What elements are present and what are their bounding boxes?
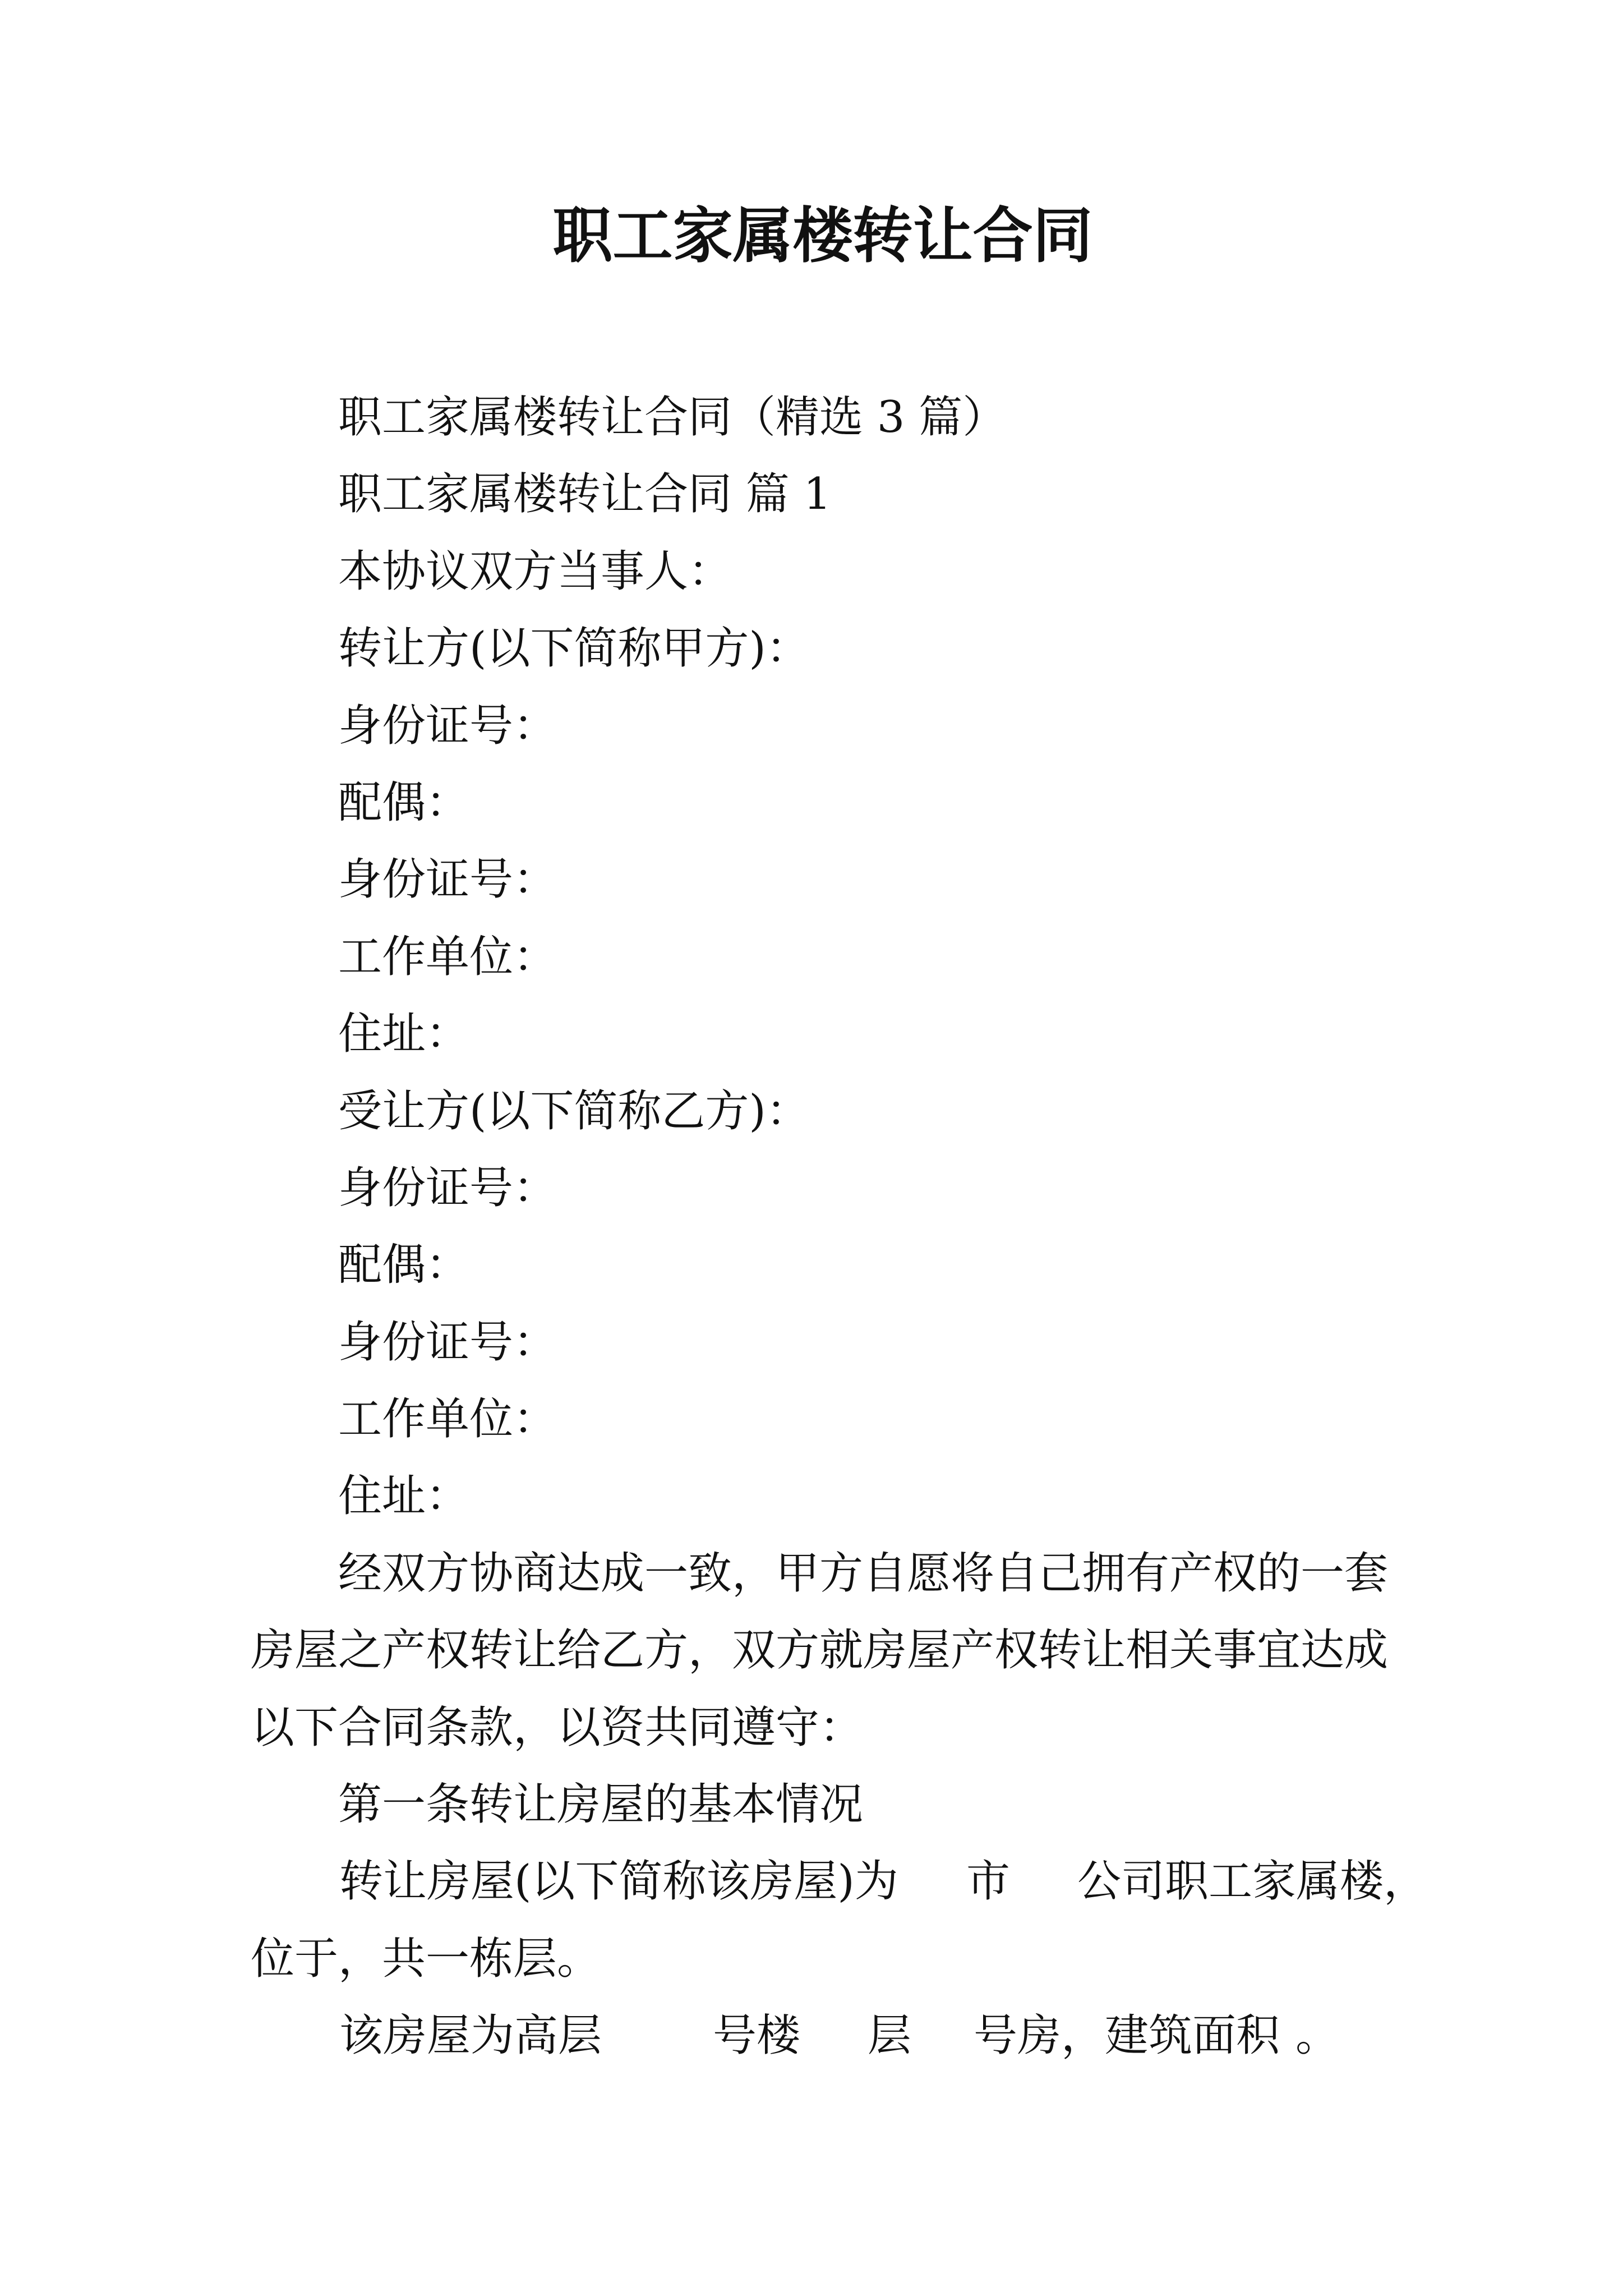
document-body bbox=[251, 379, 1428, 2075]
article-heading: 职工家属楼转让合同 篇 1 bbox=[338, 469, 832, 520]
transferor-spouse: 配偶： bbox=[338, 777, 470, 828]
transferee-id-number: 身份证号： bbox=[338, 1162, 557, 1213]
agreement-line: 经双方协商达成一致，甲方自愿将自己拥有产权的一套 bbox=[338, 1548, 1389, 1599]
transferor-label: 转让方(以下简称甲方)： bbox=[338, 623, 810, 674]
transferor-address: 住址： bbox=[338, 1009, 470, 1060]
transferee-spouse-id-number: 身份证号： bbox=[338, 1317, 557, 1368]
transferor-employer: 工作单位： bbox=[338, 931, 557, 982]
parties-intro: 本协议双方当事人： bbox=[338, 546, 732, 597]
location-line bbox=[251, 1843, 1428, 1920]
unit-segment: 层 bbox=[868, 2010, 912, 2062]
unit-line bbox=[251, 1998, 1395, 2074]
transferor-id-number: 身份证号： bbox=[338, 700, 557, 751]
transferee-address: 住址： bbox=[338, 1471, 470, 1522]
document-title: 职工家属楼转让合同 bbox=[552, 201, 1093, 271]
unit-segment: 号房，建筑面积 bbox=[974, 2010, 1280, 2062]
agreement-line: 房屋之产权转让给乙方，双方就房屋产权转让相关事宜达成 bbox=[251, 1625, 1389, 1676]
agreement-paragraph bbox=[251, 1535, 1395, 1766]
unit-segment: 。 bbox=[1295, 2010, 1340, 2062]
transferor-spouse-id-number: 身份证号： bbox=[338, 854, 557, 905]
location-segment: 公司职工家属楼， bbox=[1077, 1856, 1428, 1907]
unit-segment: 该房屋为高层 bbox=[339, 2010, 602, 2062]
transferee-spouse: 配偶： bbox=[338, 1240, 470, 1291]
transferee-label: 受让方(以下简称乙方)： bbox=[338, 1085, 810, 1137]
location-segment: 市 bbox=[966, 1856, 1011, 1907]
location-line: 位于，共一栋层。 bbox=[251, 1933, 601, 1984]
article1-heading: 第一条转让房屋的基本情况 bbox=[338, 1779, 864, 1830]
transferee-employer: 工作单位： bbox=[338, 1394, 557, 1445]
location-segment: 转让房屋(以下简称该房屋)为 bbox=[339, 1856, 898, 1907]
unit-segment: 号楼 bbox=[713, 2010, 801, 2062]
collection-heading: 职工家属楼转让合同（精选 3 篇） bbox=[338, 392, 1007, 443]
article1-location-paragraph bbox=[251, 1843, 1428, 1998]
agreement-line: 以下合同条款，以资共同遵守： bbox=[251, 1702, 864, 1753]
